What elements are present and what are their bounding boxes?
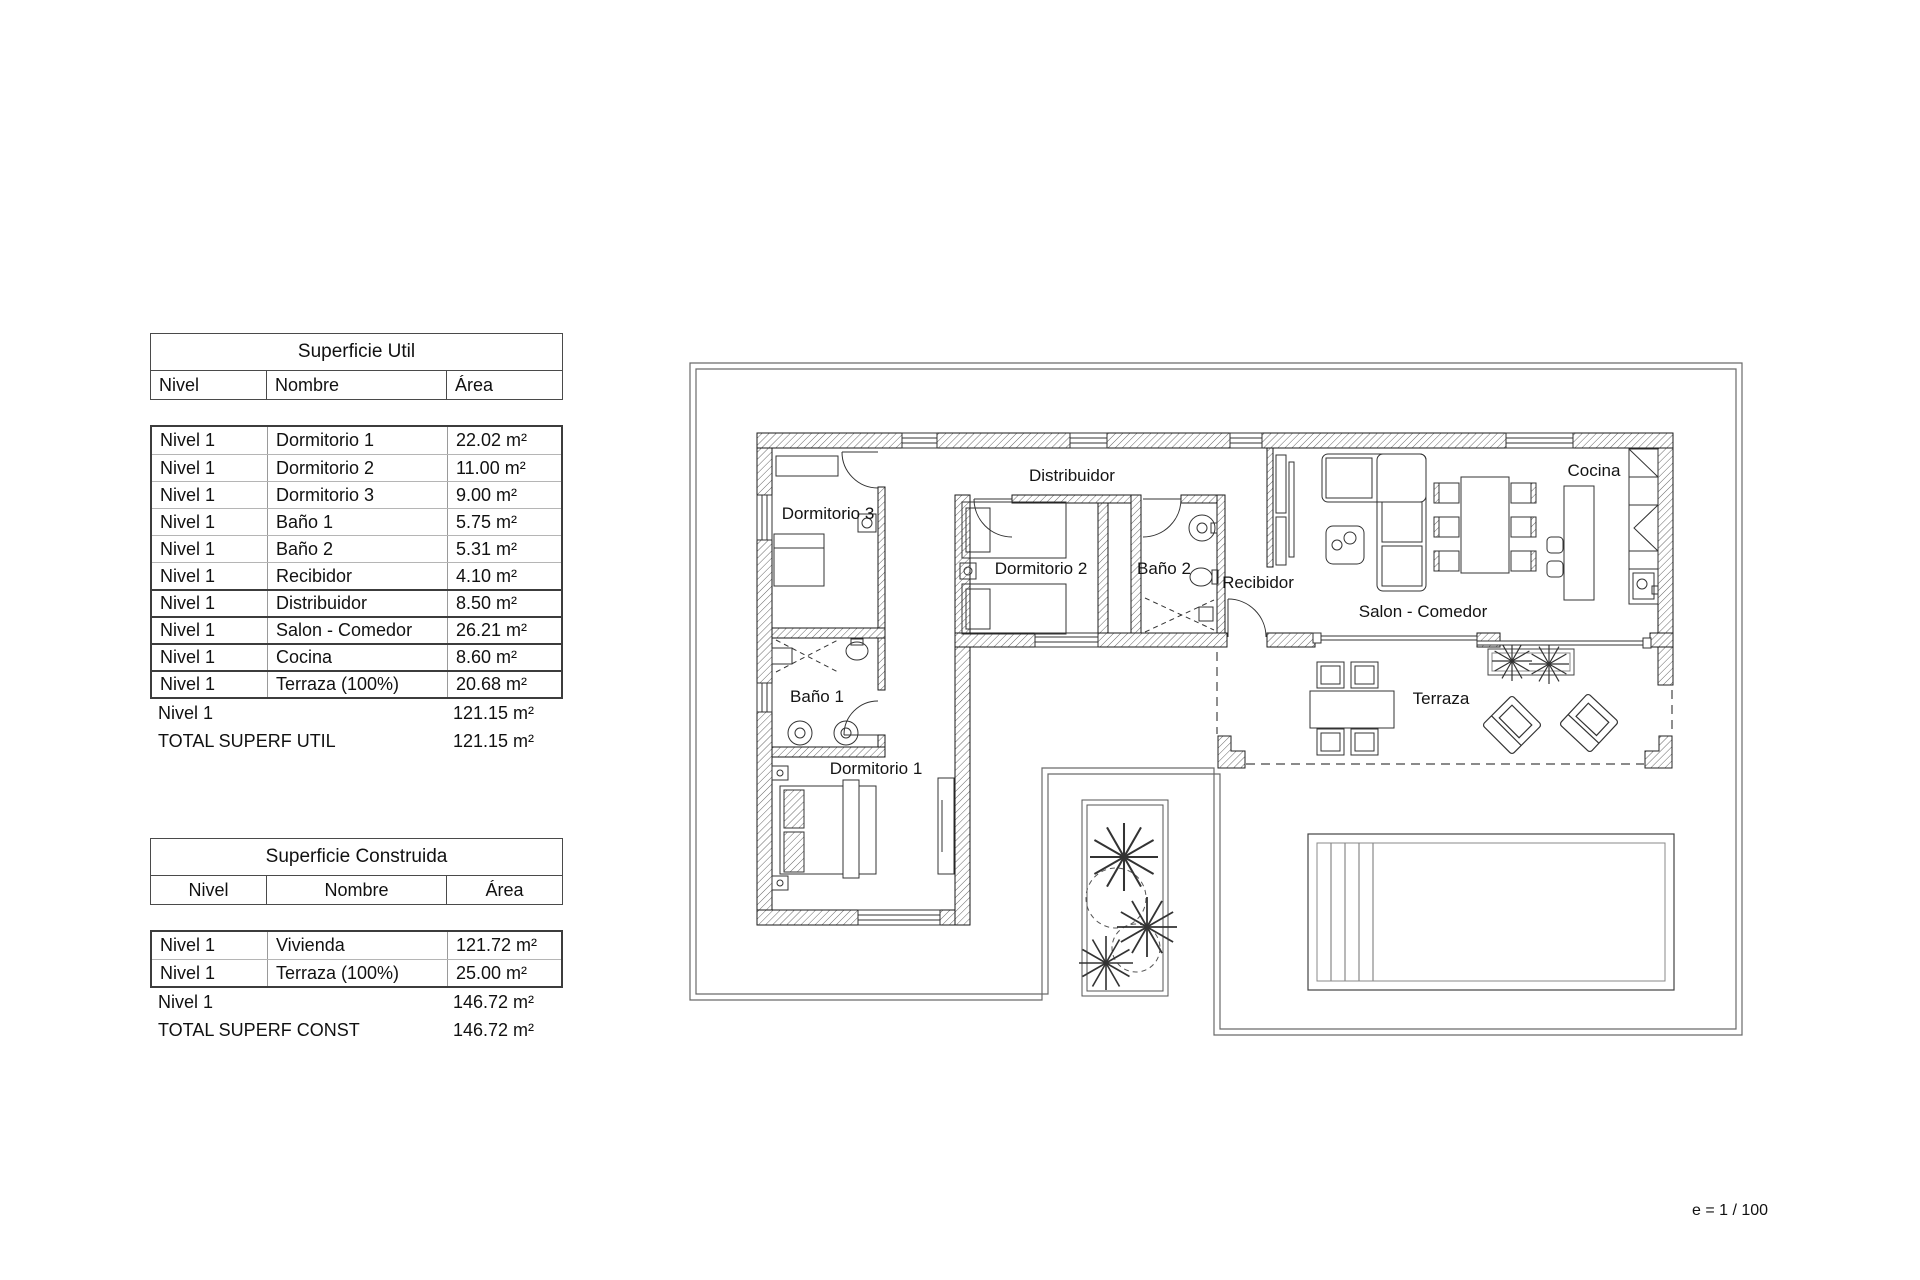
lounge-chair-icon [1482, 693, 1618, 754]
window [757, 683, 772, 712]
table-row: Nivel 1 Recibidor 4.10 m² [152, 562, 561, 589]
subtotal-label: Nivel 1 [158, 991, 214, 1012]
tree-icon [1079, 823, 1177, 990]
table-header [150, 371, 563, 400]
wardrobe-icon [776, 456, 838, 476]
doors [842, 452, 1266, 735]
room-label-cocina: Cocina [1567, 461, 1621, 480]
kitchen-island-icon [1564, 486, 1594, 600]
table-row: Nivel 1 Dormitorio 3 9.00 m² [152, 481, 561, 508]
walls [757, 433, 1673, 925]
room-label-terraza: Terraza [1412, 689, 1470, 708]
subtotal-row [150, 699, 563, 727]
door-arc [1143, 499, 1181, 537]
table-superficie-util [150, 333, 563, 755]
bed-icon [780, 780, 876, 878]
total-value: 121.15 m² [453, 730, 535, 751]
room-label-salon: Salon - Comedor [1358, 602, 1488, 621]
toilet-icon [1190, 568, 1218, 586]
table-row: Nivel 1 Baño 1 5.75 m² [152, 508, 561, 535]
subtotal-row [150, 988, 563, 1016]
table-row: Nivel 1 Dormitorio 1 22.02 m² [152, 427, 561, 454]
table-body [150, 930, 563, 988]
door-arc [844, 701, 878, 735]
dining-chairs [1434, 483, 1536, 571]
floor-plan-drawing [660, 340, 1780, 1060]
total-row [150, 1016, 563, 1044]
table-title: Superficie Construida [150, 838, 563, 876]
shelf-icon [1276, 455, 1294, 565]
window [902, 433, 937, 448]
bed-icon [962, 502, 1066, 558]
coffee-table-icon [1326, 526, 1364, 564]
door-arc [842, 452, 878, 488]
bed-icon [774, 534, 824, 586]
table-row: Nivel 1 Vivienda 121.72 m² [152, 932, 561, 959]
total-value: 146.72 m² [453, 1019, 535, 1040]
table-row: Nivel 1 Cocina 8.60 m² [152, 643, 561, 670]
total-row [150, 727, 563, 755]
room-labels [782, 461, 1621, 778]
total-label: TOTAL SUPERF CONST [158, 1019, 360, 1040]
col-header-nombre: Nombre [266, 876, 446, 904]
window [1070, 433, 1107, 448]
sofa-icon [1322, 454, 1426, 591]
room-label-dormitorio3: Dormitorio 3 [781, 504, 875, 523]
table-row: Nivel 1 Terraza (100%) 25.00 m² [152, 959, 561, 986]
room-label-bano2: Baño 2 [1137, 559, 1191, 578]
sink-icon [788, 721, 812, 745]
table-row: Nivel 1 Dormitorio 2 11.00 m² [152, 454, 561, 481]
table-body [150, 425, 563, 699]
col-header-nivel: Nivel [188, 879, 229, 900]
window [1035, 633, 1098, 647]
room-label-dormitorio1: Dormitorio 1 [829, 759, 923, 778]
col-header-area: Área [446, 371, 562, 399]
terrace-table-icon [1310, 691, 1394, 728]
col-header-nivel: Nivel [159, 374, 200, 395]
room-label-recibidor: Recibidor [1222, 573, 1294, 592]
nightstand-icon [772, 766, 788, 780]
scale-note: e = 1 / 100 [1691, 1202, 1769, 1219]
door-arc [974, 499, 1012, 537]
table-row: Nivel 1 Baño 2 5.31 m² [152, 535, 561, 562]
subtotal-value: 146.72 m² [453, 991, 535, 1012]
shower-icon [1145, 598, 1214, 632]
table-row: Nivel 1 Salon - Comedor 26.21 m² [152, 616, 561, 643]
table-row: Nivel 1 Terraza (100%) 20.68 m² [152, 670, 561, 697]
kitchen-counter-icon [1629, 449, 1658, 604]
door-arc [1228, 599, 1266, 637]
total-label: TOTAL SUPERF UTIL [158, 730, 336, 751]
table-row: Nivel 1 Distribuidor 8.50 m² [152, 589, 561, 616]
window [757, 495, 772, 540]
window [858, 910, 940, 925]
room-label-dormitorio2: Dormitorio 2 [994, 559, 1088, 578]
window [1230, 433, 1262, 448]
col-header-area: Área [446, 876, 562, 904]
pool-icon [1308, 834, 1674, 990]
subtotal-value: 121.15 m² [453, 702, 535, 723]
plants-icon [1492, 641, 1569, 684]
stool-icon [1547, 537, 1563, 577]
window [1506, 433, 1573, 448]
table-superficie-construida [150, 838, 563, 1044]
windows [757, 433, 1651, 925]
bed-icon [962, 584, 1066, 634]
room-label-distribuidor: Distribuidor [1029, 466, 1115, 485]
room-label-bano1: Baño 1 [790, 687, 844, 706]
terrace-chairs [1317, 662, 1378, 755]
toilet-icon [846, 639, 868, 660]
dining-table-icon [1461, 477, 1509, 573]
col-header-nombre: Nombre [266, 371, 446, 399]
table-header [150, 876, 563, 905]
nightstand-icon [772, 876, 788, 890]
wardrobe-icon [938, 778, 954, 874]
subtotal-label: Nivel 1 [158, 702, 214, 723]
sink-icon [1189, 515, 1217, 541]
table-title: Superficie Util [150, 333, 563, 371]
furniture [772, 449, 1658, 890]
shower-icon [772, 640, 838, 672]
